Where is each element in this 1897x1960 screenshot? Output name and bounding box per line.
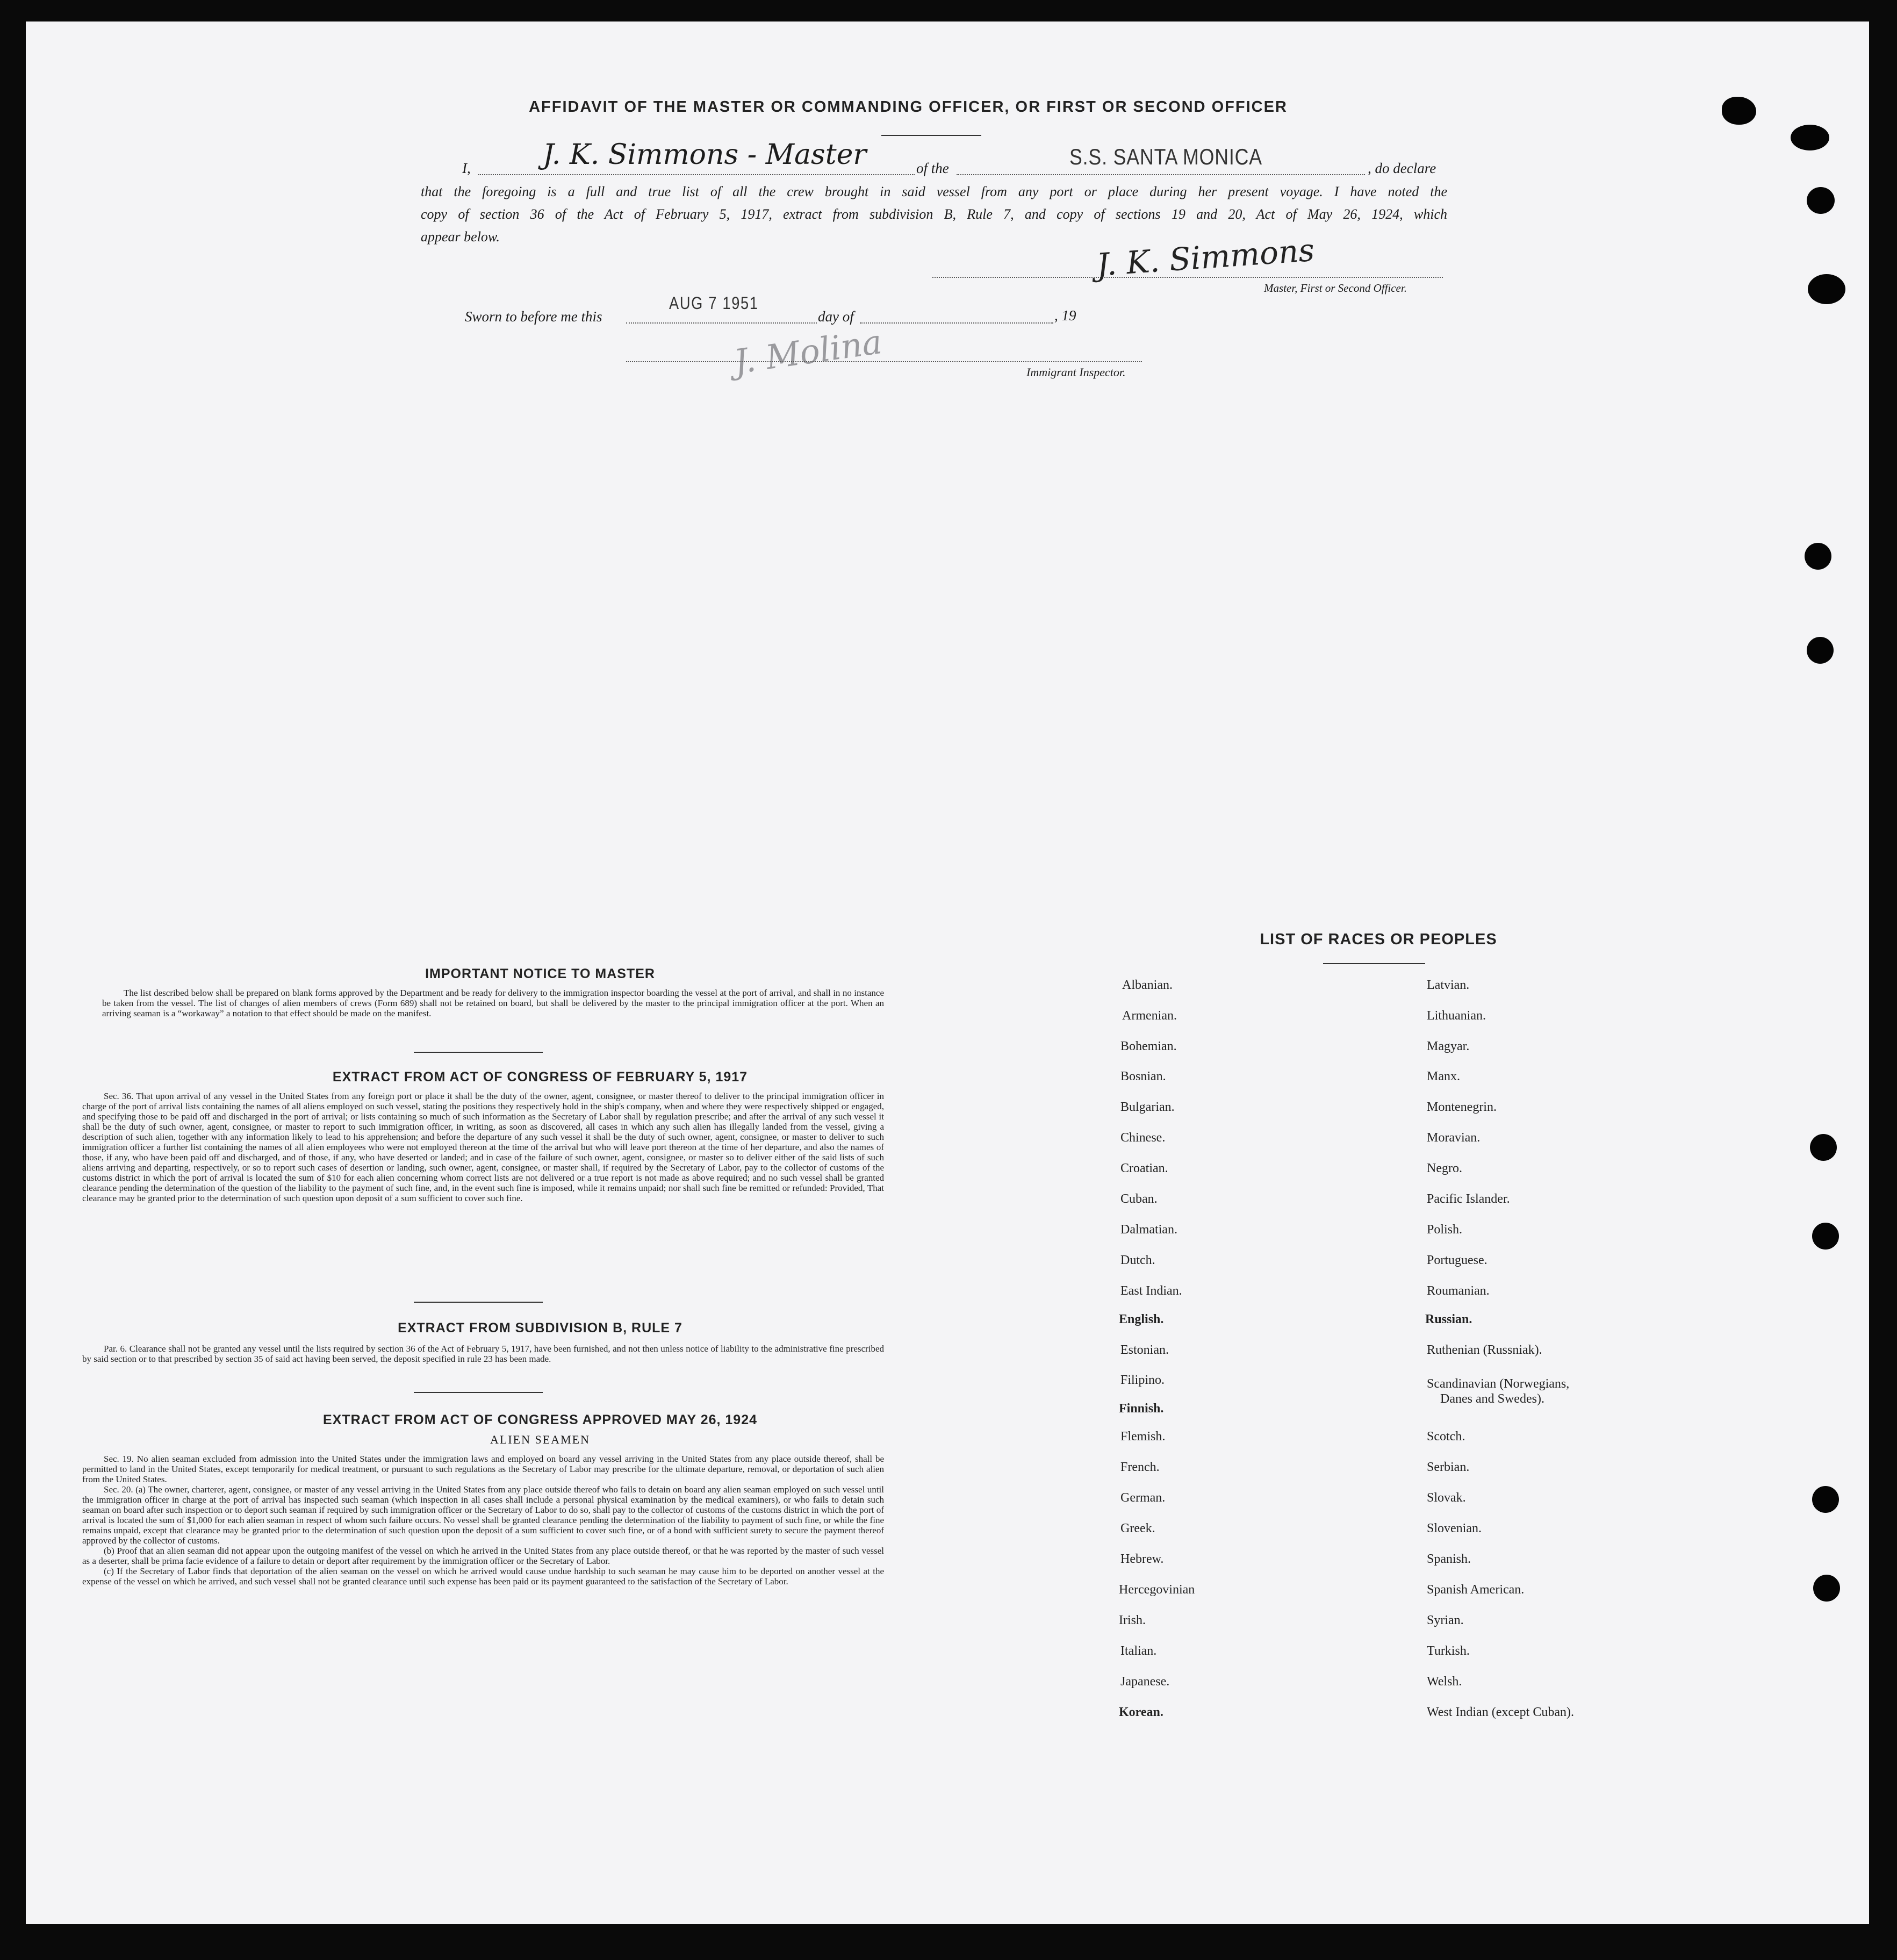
punch-hole (1805, 543, 1831, 570)
race-item: Moravian. (1427, 1131, 1481, 1145)
race-item: Scotch. (1427, 1430, 1465, 1444)
race-item: Roumanian. (1427, 1284, 1490, 1298)
race-item: Montenegrin. (1427, 1100, 1497, 1114)
race-item: Spanish American. (1427, 1583, 1525, 1597)
section-20c-paragraph: (c) If the Secretary of Labor finds that deportation of the alien seaman on the vessel on which he arrived would cause undue hardship to such seaman he may cause him to be deported on another vessel at the expense of the vessel on which he arrived, and such vessel shall not be granted clearance until such expense has been paid or its payment guaranteed to the satisfaction of the Secretary of Labor. (82, 1566, 884, 1586)
statement-line-1: that the foregoing is a full and true list of all the crew brought in said vessel from any port or place during her present voyage. I have noted the (421, 184, 1447, 199)
year-prefix: , 19 (1054, 307, 1076, 324)
race-item: Croatian. (1120, 1161, 1168, 1175)
race-item: Pacific Islander. (1427, 1192, 1510, 1206)
race-item: Flemish. (1120, 1430, 1166, 1444)
section-divider (414, 1302, 543, 1303)
race-item: Danes and Swedes). (1440, 1392, 1544, 1406)
race-item: Portuguese. (1427, 1253, 1488, 1267)
extract-1924-text (82, 1454, 884, 1586)
race-item: Slovenian. (1427, 1521, 1482, 1535)
race-item: East Indian. (1120, 1284, 1182, 1298)
race-item: Ruthenian (Russniak). (1427, 1343, 1542, 1357)
race-item: Welsh. (1427, 1675, 1462, 1689)
section-divider (414, 1392, 543, 1393)
section-divider (414, 1052, 543, 1053)
affidavit-title: AFFIDAVIT OF THE MASTER OR COMMANDING OFFICER, OR FIRST OR SECOND OFFICER (529, 98, 1288, 116)
statement-line-3: appear below. (421, 229, 500, 245)
title-divider (881, 135, 981, 136)
race-item: Greek. (1120, 1521, 1155, 1535)
inspector-signature-line (626, 361, 1142, 362)
race-item: Cuban. (1120, 1192, 1158, 1206)
punch-hole (1722, 97, 1756, 125)
race-item: Polish. (1427, 1223, 1463, 1237)
sworn-date-stamp: AUG 7 1951 (669, 293, 759, 313)
race-item: Finnish. (1119, 1402, 1164, 1416)
i-label: I, (462, 160, 471, 176)
notice-paragraph: The list described below shall be prepared on blank forms approved by the Department and be ready for delivery to the immigration inspector boarding the vessel at the port of arrival, and shall in no instance be taken from the vessel. The list of changes of alien members of crews (Form 689) shall not be retained on board, but shall be delivered by the master to the principal immigration officer at the port. When an arriving seaman is a “workaway” a notation to that effect should be made on the manifest. (102, 988, 884, 1018)
statement-line-2: copy of section 36 of the Act of February 5, 1917, extract from subdivision B, Rule 7, and copy of sections 19 and 20, Act of May 26, 1924, which (421, 206, 1447, 222)
race-item: Hercegovinian (1119, 1583, 1195, 1597)
race-item: Dalmatian. (1120, 1223, 1177, 1237)
master-caption: Master, First or Second Officer. (1264, 282, 1407, 295)
race-item: Russian. (1425, 1312, 1472, 1326)
race-item: Negro. (1427, 1161, 1462, 1175)
race-item: Hebrew. (1120, 1552, 1164, 1566)
sworn-day-line (626, 322, 817, 324)
name-line (478, 174, 915, 175)
race-item: Bulgarian. (1120, 1100, 1175, 1114)
race-item: Chinese. (1120, 1131, 1166, 1145)
race-item: Bosnian. (1120, 1069, 1166, 1083)
race-item: Korean. (1119, 1705, 1163, 1719)
punch-hole (1810, 1134, 1837, 1161)
race-item: Japanese. (1120, 1675, 1170, 1689)
race-item: Dutch. (1120, 1253, 1155, 1267)
section-19-paragraph: Sec. 19. No alien seaman excluded from admission into the United States under the immigration laws and employed on board any vessel arriving in the United States from any place outside thereof, shall be permitted to land in the United States, except temporarily for medical treatment, or pursuant to such regulations as the Secretary of Labor may prescribe for the ultimate departure, removal, or deportation of such alien from the United States. (82, 1454, 884, 1484)
race-item: English. (1119, 1312, 1164, 1326)
sworn-label: Sworn to before me this (465, 308, 602, 325)
master-signature: J. K. Simmons (1095, 231, 1316, 284)
section-20a-paragraph: Sec. 20. (a) The owner, charterer, agent, consignee, or master of any vessel arriving in the United States from any place outside thereof who fails to detain on board any alien seaman employed on such vessel until the immigration officer in charge at the port of arrival has inspected such seaman (which inspection in all cases shall include a personal physical examination by the medical examiners), or who fails to detain such seaman on board after such inspection or to deport such seaman if required by such immigration officer or the Secretary of Labor to do so, shall pay to the collector of customs of the customs district in which the port of arrival is located the sum of $1,000 for each alien seaman in respect of whom such failure occurs. No vessel shall be granted clearance pending the determination of the liability to payment of such fine, or while the fine remains unpaid, except that clearance may be granted prior to the determination of such question upon the deposit of a sum sufficient to cover such fine, or of a bond with sufficient surety to secure the payment thereof approved by the collector of customs. (82, 1484, 884, 1546)
race-item: Magyar. (1427, 1039, 1470, 1053)
vessel-name: S.S. SANTA MONICA (1069, 144, 1262, 169)
section-36-paragraph: Sec. 36. That upon arrival of any vessel in the United States from any foreign port or place it shall be the duty of the owner, agent, consignee, or master thereof to deliver to the principal immigration officer in charge of the port of arrival lists containing the names of all aliens employed on such vessel, stating the positions they respectively hold in the ship's company, when and where they were respectively shipped or engaged, and specifying those to be paid off and discharged in the port of arrival; or lists containing so much of such information as the Secretary of Labor shall by regulation prescribe; and after the arrival of any such vessel it shall be the duty of such owner, agent, consignee, or master to report to such immigration officer, in writing, as soon as discovered, all cases in which any such alien has illegally landed from the vessel, giving a description of such alien, together with any information likely to lead to his apprehension; and before the departure of any such vessel it shall be the duty of such owner, agent, consignee, or master to deliver to such immigration officer a further list containing the names of all alien employees who were not employed thereon at the time of the arrival but who will leave port thereon at the time of her departure, and also the names of those, if any, who have been paid off and discharged, and of those, if any, who have deserted or landed; and in case of the failure of such owner, agent, consignee, or master so to deliver either of the said lists of such aliens arriving and departing, respectively, or so to report such cases of desertion or landing, such owner, agent, consignee, or master shall, if required by the Secretary of Labor, pay to the collector of customs of the customs district in which the port of arrival is located the sum of $10 for each alien concerning whom correct lists are not delivered or a true report is not made as above required; and no such vessel shall be granted clearance pending the determination of the question of the liability to the payment of such fine, and, in the event such fine is imposed, while it remains unpaid; nor shall such fine be remitted or refunded: Provided, That clearance may be granted prior to the determination of such question upon deposit of a sum sufficient to cover such fine. (82, 1091, 884, 1203)
punch-hole (1813, 1575, 1840, 1602)
punch-hole (1812, 1223, 1839, 1250)
do-declare-label: , do declare (1368, 160, 1436, 176)
rule-7-paragraph: Par. 6. Clearance shall not be granted any vessel until the lists required by section 36 of the Act of February 5, 1917, have been furnished, and not then unless notice of liability to the administrative fine prescribed by said section or to that prescribed by section 35 of said act having been served, the deposit specified in rule 23 has been made. (82, 1344, 884, 1364)
race-item: Serbian. (1427, 1460, 1470, 1474)
extract-rule7-text (82, 1344, 884, 1364)
extract-1917-text (82, 1091, 884, 1203)
vessel-line (957, 174, 1365, 175)
races-title: LIST OF RACES OR PEOPLES (1260, 931, 1497, 948)
punch-hole (1812, 1486, 1839, 1513)
race-item: Scandinavian (Norwegians, (1427, 1377, 1570, 1391)
alien-seamen-subtitle: ALIEN SEAMEN (490, 1433, 590, 1446)
inspector-caption: Immigrant Inspector. (1026, 365, 1126, 379)
race-item: Bohemian. (1120, 1039, 1177, 1053)
race-item: Slovak. (1427, 1491, 1466, 1505)
race-item: French. (1120, 1460, 1160, 1474)
race-item: West Indian (except Cuban). (1427, 1705, 1574, 1719)
punch-hole (1807, 637, 1834, 664)
race-item: Armenian. (1122, 1009, 1177, 1023)
extract-1917-title: EXTRACT FROM ACT OF CONGRESS OF FEBRUARY 5, 1917 (332, 1069, 748, 1085)
punch-hole (1791, 125, 1829, 150)
race-item: Irish. (1119, 1613, 1146, 1627)
race-item: Italian. (1120, 1644, 1157, 1658)
master-name-handwritten: J. K. Simmons - Master (543, 139, 867, 171)
races-title-divider (1323, 963, 1425, 964)
extract-1924-title: EXTRACT FROM ACT OF CONGRESS APPROVED MAY 26, 1924 (322, 1412, 758, 1427)
of-the-label: of the (916, 160, 949, 176)
race-item: Latvian. (1427, 978, 1470, 992)
punch-hole (1807, 187, 1835, 214)
notice-title: IMPORTANT NOTICE TO MASTER (425, 966, 655, 981)
race-item: Estonian. (1120, 1343, 1169, 1357)
section-20b-paragraph: (b) Proof that an alien seaman did not appear upon the outgoing manifest of the vessel on which he arrived in the United States from any place outside thereof, or that he was reported by the master of such vessel as a deserter, shall be prima facie evidence of a failure to detain or deport after requirement by the immigration officer or the Secretary of Labor. (82, 1546, 884, 1566)
race-item: Turkish. (1427, 1644, 1470, 1658)
race-item: German. (1120, 1491, 1166, 1505)
notice-text (102, 988, 884, 1018)
race-item: Albanian. (1122, 978, 1173, 992)
inspector-signature: J. Molina (731, 322, 885, 382)
day-of-label: day of (818, 308, 854, 325)
race-item: Manx. (1427, 1069, 1460, 1083)
extract-rule7-title: EXTRACT FROM SUBDIVISION B, RULE 7 (398, 1320, 682, 1336)
race-item: Lithuanian. (1427, 1009, 1486, 1023)
race-item: Filipino. (1120, 1373, 1165, 1387)
punch-hole (1808, 274, 1845, 304)
race-item: Spanish. (1427, 1552, 1471, 1566)
race-item: Syrian. (1427, 1613, 1464, 1627)
month-line (860, 322, 1053, 324)
